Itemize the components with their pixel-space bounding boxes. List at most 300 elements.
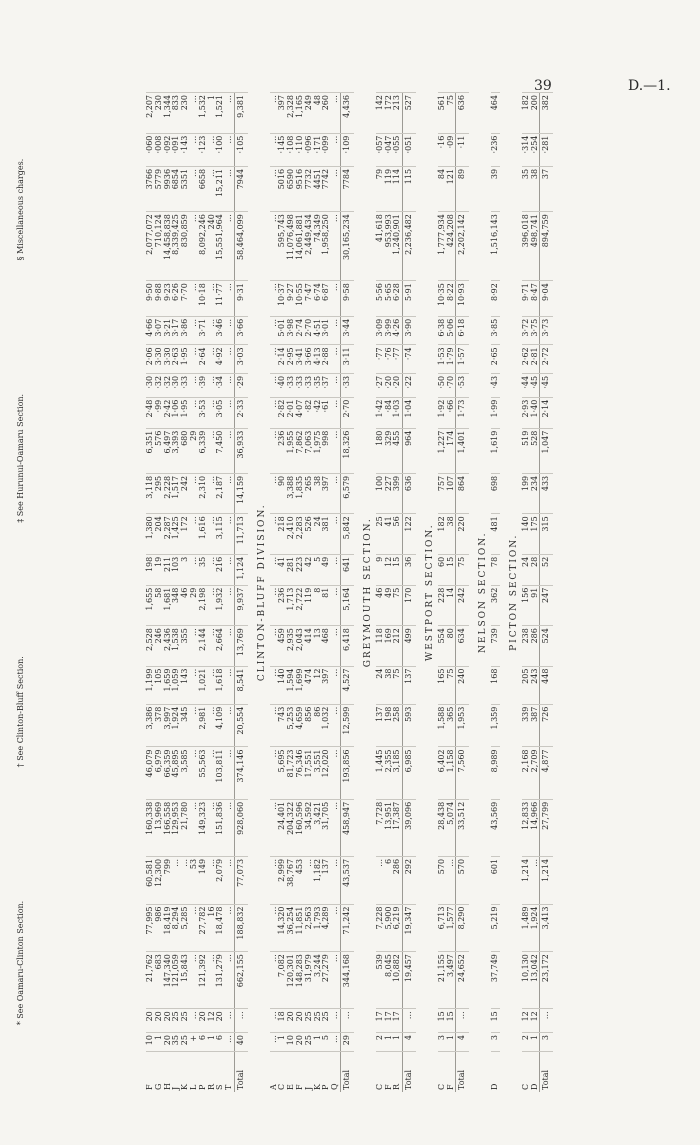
table-cell: 41 [278, 554, 287, 585]
table-cell: 75 [393, 585, 402, 625]
table-cell: 2·64 [199, 345, 208, 374]
table-cell: 1,681 [164, 585, 173, 625]
table-cell: 20 [155, 1009, 164, 1033]
table-cell: 204 [155, 514, 164, 554]
table-cell: 3·07 [155, 316, 164, 345]
table-cell: 593 [403, 704, 416, 747]
table-cell: 77,073 [234, 856, 247, 904]
row-label: J [305, 1052, 314, 1092]
table-cell: 5,219 [491, 904, 500, 952]
table-cell: 8·92 [491, 281, 500, 317]
table-cell: 3,388 [287, 473, 296, 513]
table-cell: 236 [278, 428, 287, 473]
table-cell: … [331, 514, 340, 554]
table-cell: … [225, 666, 234, 704]
table-cell: 1,953 [456, 704, 469, 747]
table-cell: 60 [438, 554, 447, 585]
table-cell: … [270, 585, 279, 625]
table-cell: 151,836 [216, 799, 225, 856]
table-cell: 137 [376, 704, 385, 747]
table-cell: 60,581 [146, 856, 155, 904]
table-cell: 234 [531, 473, 540, 513]
table-cell: … [225, 585, 234, 625]
table-cell: 25 [181, 1009, 190, 1033]
table-cell: 149 [199, 856, 208, 904]
table-cell: 1,047 [540, 428, 553, 473]
table-cell: … [270, 345, 279, 374]
table-cell: ·100 [216, 133, 225, 166]
table-cell: 634 [456, 626, 469, 666]
table-cell: … [270, 428, 279, 473]
table-cell: … [270, 1009, 279, 1033]
table-cell: 21,155 [438, 952, 447, 1009]
table-cell: 20 [164, 1033, 173, 1052]
table-cell: 6,579 [341, 473, 354, 513]
table-cell: 2·95 [287, 345, 296, 374]
table-cell: … [331, 585, 340, 625]
table-cell: 2,664 [216, 626, 225, 666]
table-cell: 4,109 [216, 704, 225, 747]
table-cell: ·092 [164, 133, 173, 166]
table-cell: 8,989 [491, 747, 500, 799]
table-cell: … [208, 666, 217, 704]
table-cell: 137 [322, 856, 331, 904]
table-cell: 833 [172, 93, 181, 134]
table-cell: ·33 [305, 373, 314, 397]
table-cell: 570 [456, 856, 469, 904]
table-cell: 2,436 [164, 626, 173, 666]
table-cell: … [208, 626, 217, 666]
table-cell: 14,458,838 [164, 212, 173, 281]
table-cell: … [190, 904, 199, 952]
table-cell: … [208, 799, 217, 856]
table-cell: 1 [393, 1033, 402, 1052]
table-cell: 122 [403, 514, 416, 554]
table-cell: 3·17 [172, 316, 181, 345]
table-cell: ·66 [447, 397, 456, 428]
table-cell: 39,096 [403, 799, 416, 856]
table-cell: ·051 [403, 133, 416, 166]
table-cell: 9936 [164, 166, 173, 211]
table-cell: 1·95 [181, 397, 190, 428]
table-cell: 2,043 [296, 626, 305, 666]
table-cell: 396,018 [522, 212, 531, 281]
table-cell: 27,279 [322, 952, 331, 1009]
table-cell: 5779 [155, 166, 164, 211]
table-cell: 25 [314, 1009, 323, 1033]
table-cell: 636 [456, 93, 469, 134]
table-cell: 33,512 [456, 799, 469, 856]
table-cell: ·143 [181, 133, 190, 166]
table-cell: 220 [456, 514, 469, 554]
table-cell: 1,059 [172, 666, 181, 704]
table-cell: … [190, 316, 199, 345]
footnotes [16, 92, 36, 1092]
table-cell: 433 [540, 473, 553, 513]
table-cell: … [225, 1033, 234, 1052]
table-cell: ·45 [540, 373, 553, 397]
table-cell: 2,410 [287, 514, 296, 554]
table-cell: 1,618 [216, 666, 225, 704]
table-cell: 74,349 [314, 212, 323, 281]
table-cell: 46 [181, 585, 190, 625]
table-cell: 24 [314, 514, 323, 554]
table-cell: 20 [199, 1009, 208, 1033]
table-cell: + [190, 1033, 199, 1052]
table-cell: 15 [393, 554, 402, 585]
row-label: T [225, 1052, 234, 1092]
table-cell: 17 [376, 1009, 385, 1033]
table-cell: 3·86 [181, 316, 190, 345]
table-cell: 38 [385, 666, 394, 704]
table-cell: … [270, 952, 279, 1009]
table-cell: 481 [491, 514, 500, 554]
table-cell: 10·18 [199, 281, 208, 317]
table-cell: 864 [456, 473, 469, 513]
table-cell: ·77 [376, 345, 385, 374]
table-cell: 2,355 [385, 747, 394, 799]
table-cell: … [331, 666, 340, 704]
table-cell: 19 [155, 554, 164, 585]
table-cell: 8,339,425 [172, 212, 181, 281]
table-cell: 121 [447, 166, 456, 211]
table-cell: 10 [287, 1033, 296, 1052]
table-cell: 8 [314, 585, 323, 625]
table-cell: … [190, 345, 199, 374]
table-cell: 78 [491, 554, 500, 585]
table-cell: … [331, 166, 340, 211]
table-cell: 2·93 [522, 397, 531, 428]
table-cell: 8,045 [385, 952, 394, 1009]
table-cell: 3 [491, 1033, 500, 1052]
table-cell: ·123 [199, 133, 208, 166]
table-cell: … [190, 952, 199, 1009]
row-label: G [155, 1052, 164, 1092]
table-cell: 131,279 [216, 952, 225, 1009]
table-cell: … [331, 281, 340, 317]
table-cell: 2·74 [296, 316, 305, 345]
table-cell: 7,560 [456, 747, 469, 799]
table-cell: 114 [393, 166, 402, 211]
table-cell: 19,457 [403, 952, 416, 1009]
table-cell: 10·37 [278, 281, 287, 317]
table-cell: 455 [393, 428, 402, 473]
table-cell: 188,832 [234, 904, 247, 952]
table-cell: 2,310 [199, 473, 208, 513]
table-cell: 49 [322, 554, 331, 585]
table-cell: … [208, 428, 217, 473]
table-cell: 387 [531, 704, 540, 747]
table-cell: ·11 [456, 133, 469, 166]
table-cell: 399 [393, 473, 402, 513]
table-cell: 6 [385, 856, 394, 904]
table-cell: 149,323 [199, 799, 208, 856]
table-cell: … [270, 626, 279, 666]
table-cell: 58,464,099 [234, 212, 247, 281]
table-cell: … [270, 93, 279, 134]
table-cell: … [270, 554, 279, 585]
table-cell: … [208, 133, 217, 166]
table-cell: … [172, 856, 181, 904]
row-label: K [314, 1052, 323, 1092]
table-cell: 118 [376, 626, 385, 666]
rotated-statistics-table [146, 92, 686, 1092]
table-cell: 24,401 [278, 799, 287, 856]
table-cell: … [331, 799, 340, 856]
table-cell: 1 [208, 1033, 217, 1052]
table-cell: 25 [172, 1009, 181, 1033]
table-cell: 172 [385, 93, 394, 134]
table-cell: 1,713 [287, 585, 296, 625]
table-cell: 6658 [199, 166, 208, 211]
table-cell: … [190, 397, 199, 428]
table-cell: … [208, 514, 217, 554]
table-cell: 7,728 [376, 799, 385, 856]
table-cell: 3·99 [385, 316, 394, 345]
table-cell: 81,723 [287, 747, 296, 799]
table-cell: ·77 [393, 345, 402, 374]
table-cell: 10·93 [456, 281, 469, 317]
table-cell: 43,537 [341, 856, 354, 904]
table-cell: … [270, 1033, 279, 1052]
table-cell: 5,074 [447, 799, 456, 856]
table-cell: 10,130 [522, 952, 531, 1009]
table-cell: 3·03 [234, 345, 247, 374]
table-cell: 448 [540, 666, 553, 704]
table-cell: 249 [305, 93, 314, 134]
table-cell: … [208, 166, 217, 211]
table-cell: 90 [278, 473, 287, 513]
table-cell: 4,877 [540, 747, 553, 799]
table-cell: 458,947 [341, 799, 354, 856]
table-cell: 10,882 [393, 952, 402, 1009]
table-cell: … [208, 856, 217, 904]
table-cell: … [225, 747, 234, 799]
section-heading-row [254, 93, 270, 1093]
table-cell: ·29 [234, 373, 247, 397]
table-cell: 200 [531, 93, 540, 134]
table-cell: ·096 [305, 133, 314, 166]
row-label: C [522, 1052, 531, 1092]
table-cell: 8,294 [172, 904, 181, 952]
table-cell: 953,993 [385, 212, 394, 281]
table-cell: … [190, 93, 199, 134]
table-cell: 3,551 [314, 747, 323, 799]
table-row [531, 93, 540, 1093]
table-cell: 37 [540, 166, 553, 211]
table-cell: 148,283 [296, 952, 305, 1009]
table-cell: 345 [181, 704, 190, 747]
table-cell: 4·26 [393, 316, 402, 345]
table-cell: 3766 [146, 166, 155, 211]
table-cell: 524 [540, 626, 553, 666]
table-cell: 28,438 [438, 799, 447, 856]
table-cell: ·43 [491, 373, 500, 397]
table-cell: 1,344 [164, 93, 173, 134]
table-cell: 1,032 [322, 704, 331, 747]
table-cell: ·82 [305, 397, 314, 428]
table-cell: 1 [385, 1033, 394, 1052]
table-cell: 374,146 [234, 747, 247, 799]
table-cell: 6,713 [438, 904, 447, 952]
table-cell: 7,228 [376, 904, 385, 952]
table-cell: 10·35 [438, 281, 447, 317]
table-cell: 17,551 [305, 747, 314, 799]
table-cell: 1,577 [447, 904, 456, 952]
table-cell: … [190, 666, 199, 704]
table-cell: 468 [322, 626, 331, 666]
table-cell: 6854 [172, 166, 181, 211]
table-cell: 265 [305, 473, 314, 513]
table-cell: 9·23 [164, 281, 173, 317]
table-cell: 79 [376, 166, 385, 211]
table-cell: 1,214 [522, 856, 531, 904]
table-cell: 1,699 [296, 666, 305, 704]
table-cell: 6,351 [146, 428, 155, 473]
table-cell: … [447, 856, 456, 904]
table-cell: … [225, 626, 234, 666]
table-cell: … [208, 473, 217, 513]
table-cell: 240 [208, 212, 217, 281]
table-cell: 5·91 [403, 281, 416, 317]
table-cell: 526 [305, 514, 314, 554]
table-cell: ·091 [172, 133, 181, 166]
table-cell: 348 [172, 585, 181, 625]
table-cell: 2,981 [199, 704, 208, 747]
table-cell: 743 [278, 704, 287, 747]
row-label: Total [403, 1052, 416, 1092]
table-cell: 119 [305, 585, 314, 625]
table-cell: 165 [438, 666, 447, 704]
table-cell: 230 [155, 93, 164, 134]
table-cell: 2,198 [199, 585, 208, 625]
table-cell: … [270, 747, 279, 799]
table-cell: 77,995 [146, 904, 155, 952]
table-cell: 56 [393, 514, 402, 554]
table-cell: 213 [393, 93, 402, 134]
table-cell: 23,172 [540, 952, 553, 1009]
table-cell: 1 [278, 1033, 287, 1052]
section-heading-row [360, 93, 376, 1093]
table-cell: 10 [146, 1033, 155, 1052]
table-cell: ·76 [385, 345, 394, 374]
table-cell: 1,199 [146, 666, 155, 704]
table-cell: 329 [385, 428, 394, 473]
table-cell: 121,059 [172, 952, 181, 1009]
table-cell: 1,924 [172, 704, 181, 747]
table-cell: 474 [305, 666, 314, 704]
table-cell: 9·04 [540, 281, 553, 317]
table-cell: 35 [199, 554, 208, 585]
table-cell: 799 [164, 856, 173, 904]
table-cell: ·22 [403, 373, 416, 397]
table-cell: 1,165 [296, 93, 305, 134]
table-cell: 2,187 [216, 473, 225, 513]
table-cell: 45,895 [172, 747, 181, 799]
table-cell: 140 [278, 666, 287, 704]
table-cell: 38 [314, 473, 323, 513]
table-cell: 1,659 [164, 666, 173, 704]
table-cell: 1,425 [172, 514, 181, 554]
table-cell: 6,985 [403, 747, 416, 799]
row-label: R [393, 1052, 402, 1092]
table-cell: 1,835 [296, 473, 305, 513]
table-cell: 1 [314, 1033, 323, 1052]
table-cell: … [208, 585, 217, 625]
table-cell: 6·26 [172, 281, 181, 317]
table-cell: … [331, 626, 340, 666]
table-row [491, 93, 500, 1093]
table-cell: 1·92 [438, 397, 447, 428]
table-cell: … [531, 856, 540, 904]
row-label: F [447, 1052, 456, 1092]
table-cell: 3,413 [540, 904, 553, 952]
table-cell: 81 [322, 585, 331, 625]
table-cell: 2,563 [305, 904, 314, 952]
table-cell: … [540, 1009, 553, 1033]
row-label: P [199, 1052, 208, 1092]
table-cell: 1·95 [181, 345, 190, 374]
table-cell: 260 [322, 93, 331, 134]
table-cell: 9·27 [287, 281, 296, 317]
table-cell: ·20 [385, 373, 394, 397]
table-cell: 18,326 [341, 428, 354, 473]
table-cell: 4·92 [216, 345, 225, 374]
table-cell: 2,236,482 [403, 212, 416, 281]
table-cell: 424,208 [447, 212, 456, 281]
footnote-4: § Miscellaneous charges. [16, 158, 25, 261]
table-cell: 9,381 [234, 93, 247, 134]
table-cell: 169 [385, 626, 394, 666]
table-cell: 636 [403, 473, 416, 513]
table-cell: 4·07 [296, 397, 305, 428]
table-cell: 147,340 [164, 952, 173, 1009]
table-cell: … [190, 799, 199, 856]
table-cell: 15 [447, 554, 456, 585]
table-cell: 46,079 [146, 747, 155, 799]
table-cell: 12 [385, 554, 394, 585]
table-cell: 115 [403, 166, 416, 211]
table-cell: 3·11 [341, 345, 354, 374]
table-cell: 576 [155, 428, 164, 473]
table-cell: 1,516,143 [491, 212, 500, 281]
table-cell: 15 [491, 1009, 500, 1033]
table-cell: 2,228 [164, 473, 173, 513]
table-cell: 240 [456, 666, 469, 704]
table-cell: … [270, 373, 279, 397]
table-cell: 9·88 [155, 281, 164, 317]
table-cell: ·281 [540, 133, 553, 166]
table-cell: 10·55 [296, 281, 305, 317]
table-cell: 1 [531, 1033, 540, 1052]
table-cell: 7·70 [181, 281, 190, 317]
table-cell: … [181, 856, 190, 904]
table-cell: 527 [403, 93, 416, 134]
table-cell: … [225, 952, 234, 1009]
table-cell: 1,445 [376, 747, 385, 799]
table-cell: 5·01 [278, 316, 287, 345]
table-cell: 30,165,234 [341, 212, 354, 281]
table-cell: 2·48 [146, 397, 155, 428]
table-cell: 25 [305, 1033, 314, 1052]
table-cell: 6·38 [438, 316, 447, 345]
table-cell: 986 [155, 904, 164, 952]
table-cell: 397 [278, 93, 287, 134]
table-cell: … [331, 1033, 340, 1052]
table-cell: 20 [287, 1009, 296, 1033]
section-heading-row [422, 93, 438, 1093]
table-cell: 129,953 [172, 799, 181, 856]
